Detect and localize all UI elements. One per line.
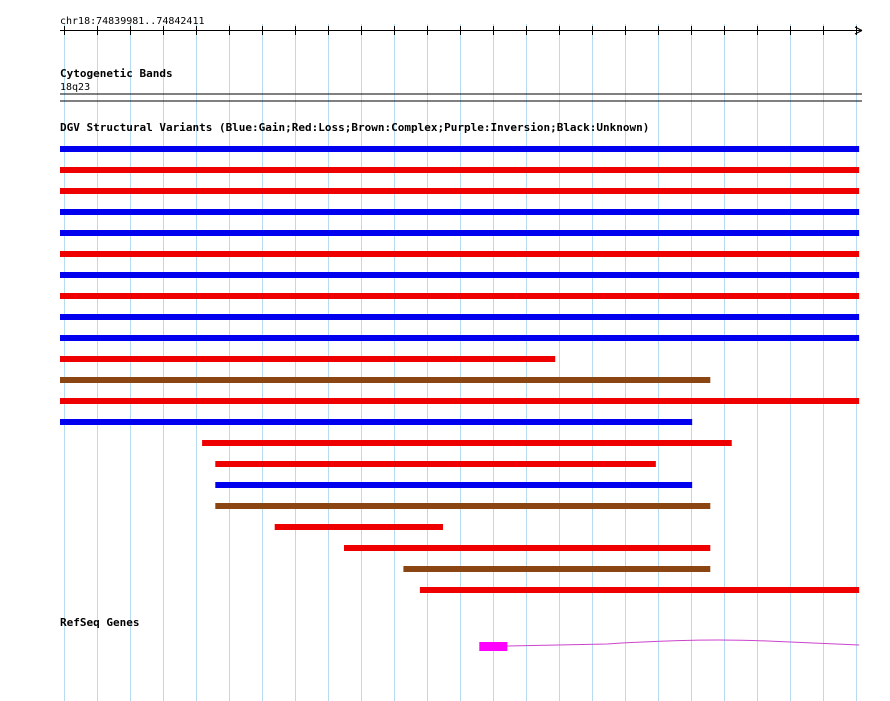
dgv-track-title: DGV Structural Variants (Blue:Gain;Red:Loss;Brown:Complex;Purple:Inversion;Black:Unknown) [60,121,650,134]
variant-bar [60,230,859,236]
variant-bar [275,524,443,530]
variant-bar [60,293,859,299]
variant-bar [215,503,710,509]
variant-bar [60,146,859,152]
variant-bar [344,545,710,551]
region-label: chr18:74839981..74842411 [60,16,205,27]
variant-bar [60,251,859,257]
gene-exon [479,642,507,651]
variant-bar [60,377,710,383]
variant-bar [60,335,859,341]
gene-intron-line [507,640,859,646]
variant-bar [60,188,859,194]
variant-bar [60,272,859,278]
dgv-variants-track [60,146,859,593]
cytoband-track-title: Cytogenetic Bands [60,67,173,80]
variant-bar [60,209,859,215]
refseq-track-title: RefSeq Genes [60,616,140,629]
cytoband-label: 18q23 [60,82,91,93]
variant-bar [60,419,692,425]
variant-bar [60,356,555,362]
variant-bar [215,461,656,467]
refseq-track [479,640,859,651]
variant-bar [202,440,732,446]
variant-bar [60,398,859,404]
variant-bar [60,167,859,173]
variant-bar [403,566,710,572]
variant-bar [60,314,859,320]
variant-bar [215,482,692,488]
coordinate-ruler [60,26,862,35]
variant-bar [420,587,859,593]
